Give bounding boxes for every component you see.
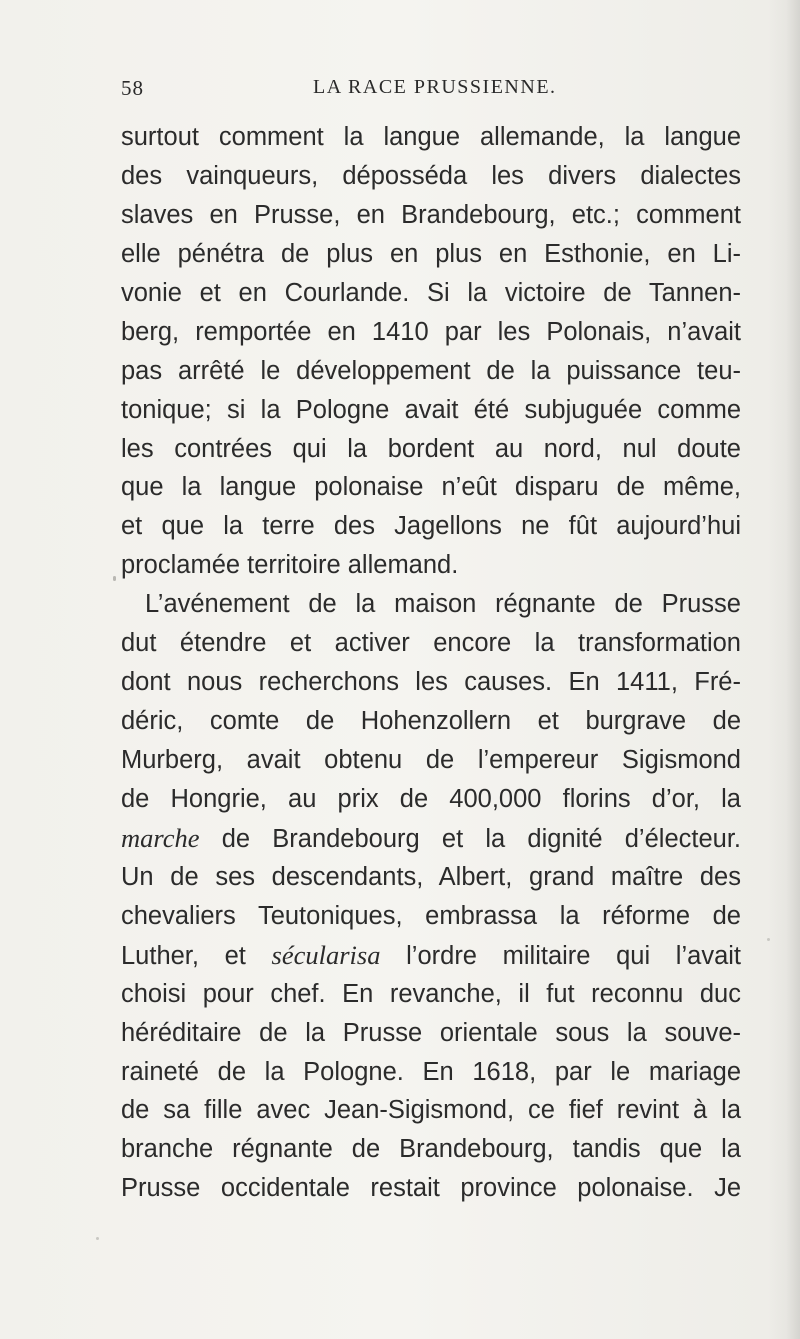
text-line: surtout comment la langue allemande, la langue: [121, 123, 741, 151]
text-line: Luther, et sécularisa l’ordre militaire qui l’avait: [121, 939, 741, 970]
text-line: chevaliers Teutoniques, embrassa la réforme de: [121, 901, 741, 930]
text-line: pas arrêté le développement de la puissance teu-: [121, 356, 741, 385]
text-line: Murberg, avait obtenu de l’empereur Sigismond: [121, 746, 741, 774]
text-line: de Hongrie, au prix de 400,000 florins d’or, la: [121, 784, 741, 813]
page-number: 58: [121, 76, 144, 100]
text-line: dont nous recherchons les causes. En 1411, Fré-: [121, 668, 741, 697]
text-line: marche de Brandebourg et la dignité d’électeur.: [121, 822, 741, 853]
text-line: les contrées qui la bordent au nord, nul doute: [121, 434, 741, 463]
text-line: branche régnante de Brandebourg, tandis que la: [121, 1135, 741, 1164]
text-line: Prusse occidentale restait province polonaise. Je: [121, 1174, 741, 1203]
text-line: des vainqueurs, déposséda les divers dialectes: [121, 161, 741, 190]
text-line: raineté de la Pologne. En 1618, par le mariage: [121, 1057, 741, 1086]
text-line: dut étendre et activer encore la transformation: [121, 629, 741, 658]
print-mark: [113, 576, 116, 581]
running-title: LA RACE PRUSSIENNE.: [313, 76, 557, 98]
text-line: héréditaire de la Prusse orientale sous la souve-: [121, 1018, 741, 1047]
text-line: de sa fille avec Jean-Sigismond, ce fief revint à la: [121, 1096, 741, 1125]
text-line: proclamée territoire allemand.: [121, 551, 459, 580]
text-line: berg, remportée en 1410 par les Polonais, n’avait: [121, 317, 741, 346]
page-edge-shadow: [786, 0, 800, 1339]
text-line: choisi pour chef. En revanche, il fut reconnu duc: [121, 979, 741, 1008]
body-text: [121, 118, 741, 1208]
text-line: elle pénétra de plus en plus en Esthonie, en Li-: [121, 239, 741, 268]
text-line: vonie et en Courlande. Si la victoire de Tannen-: [121, 278, 741, 307]
running-head: [121, 76, 661, 106]
text-line: que la langue polonaise n’eût disparu de même,: [121, 473, 741, 502]
paper-speck: [767, 938, 770, 941]
text-line: et que la terre des Jagellons ne fût aujourd’hui: [121, 512, 741, 541]
text-line: slaves en Prusse, en Brandebourg, etc.; comment: [121, 200, 741, 229]
italic-word: sécularisa: [271, 939, 381, 970]
text-line: Un de ses descendants, Albert, grand maître des: [121, 862, 741, 891]
text-line: tonique; si la Pologne avait été subjuguée comme: [121, 395, 741, 424]
text-line: déric, comte de Hohenzollern et burgrave de: [121, 707, 741, 736]
paper-speck: [96, 1237, 99, 1240]
italic-word: marche: [121, 822, 200, 853]
text-line: L’avénement de la maison régnante de Prusse: [145, 590, 741, 619]
